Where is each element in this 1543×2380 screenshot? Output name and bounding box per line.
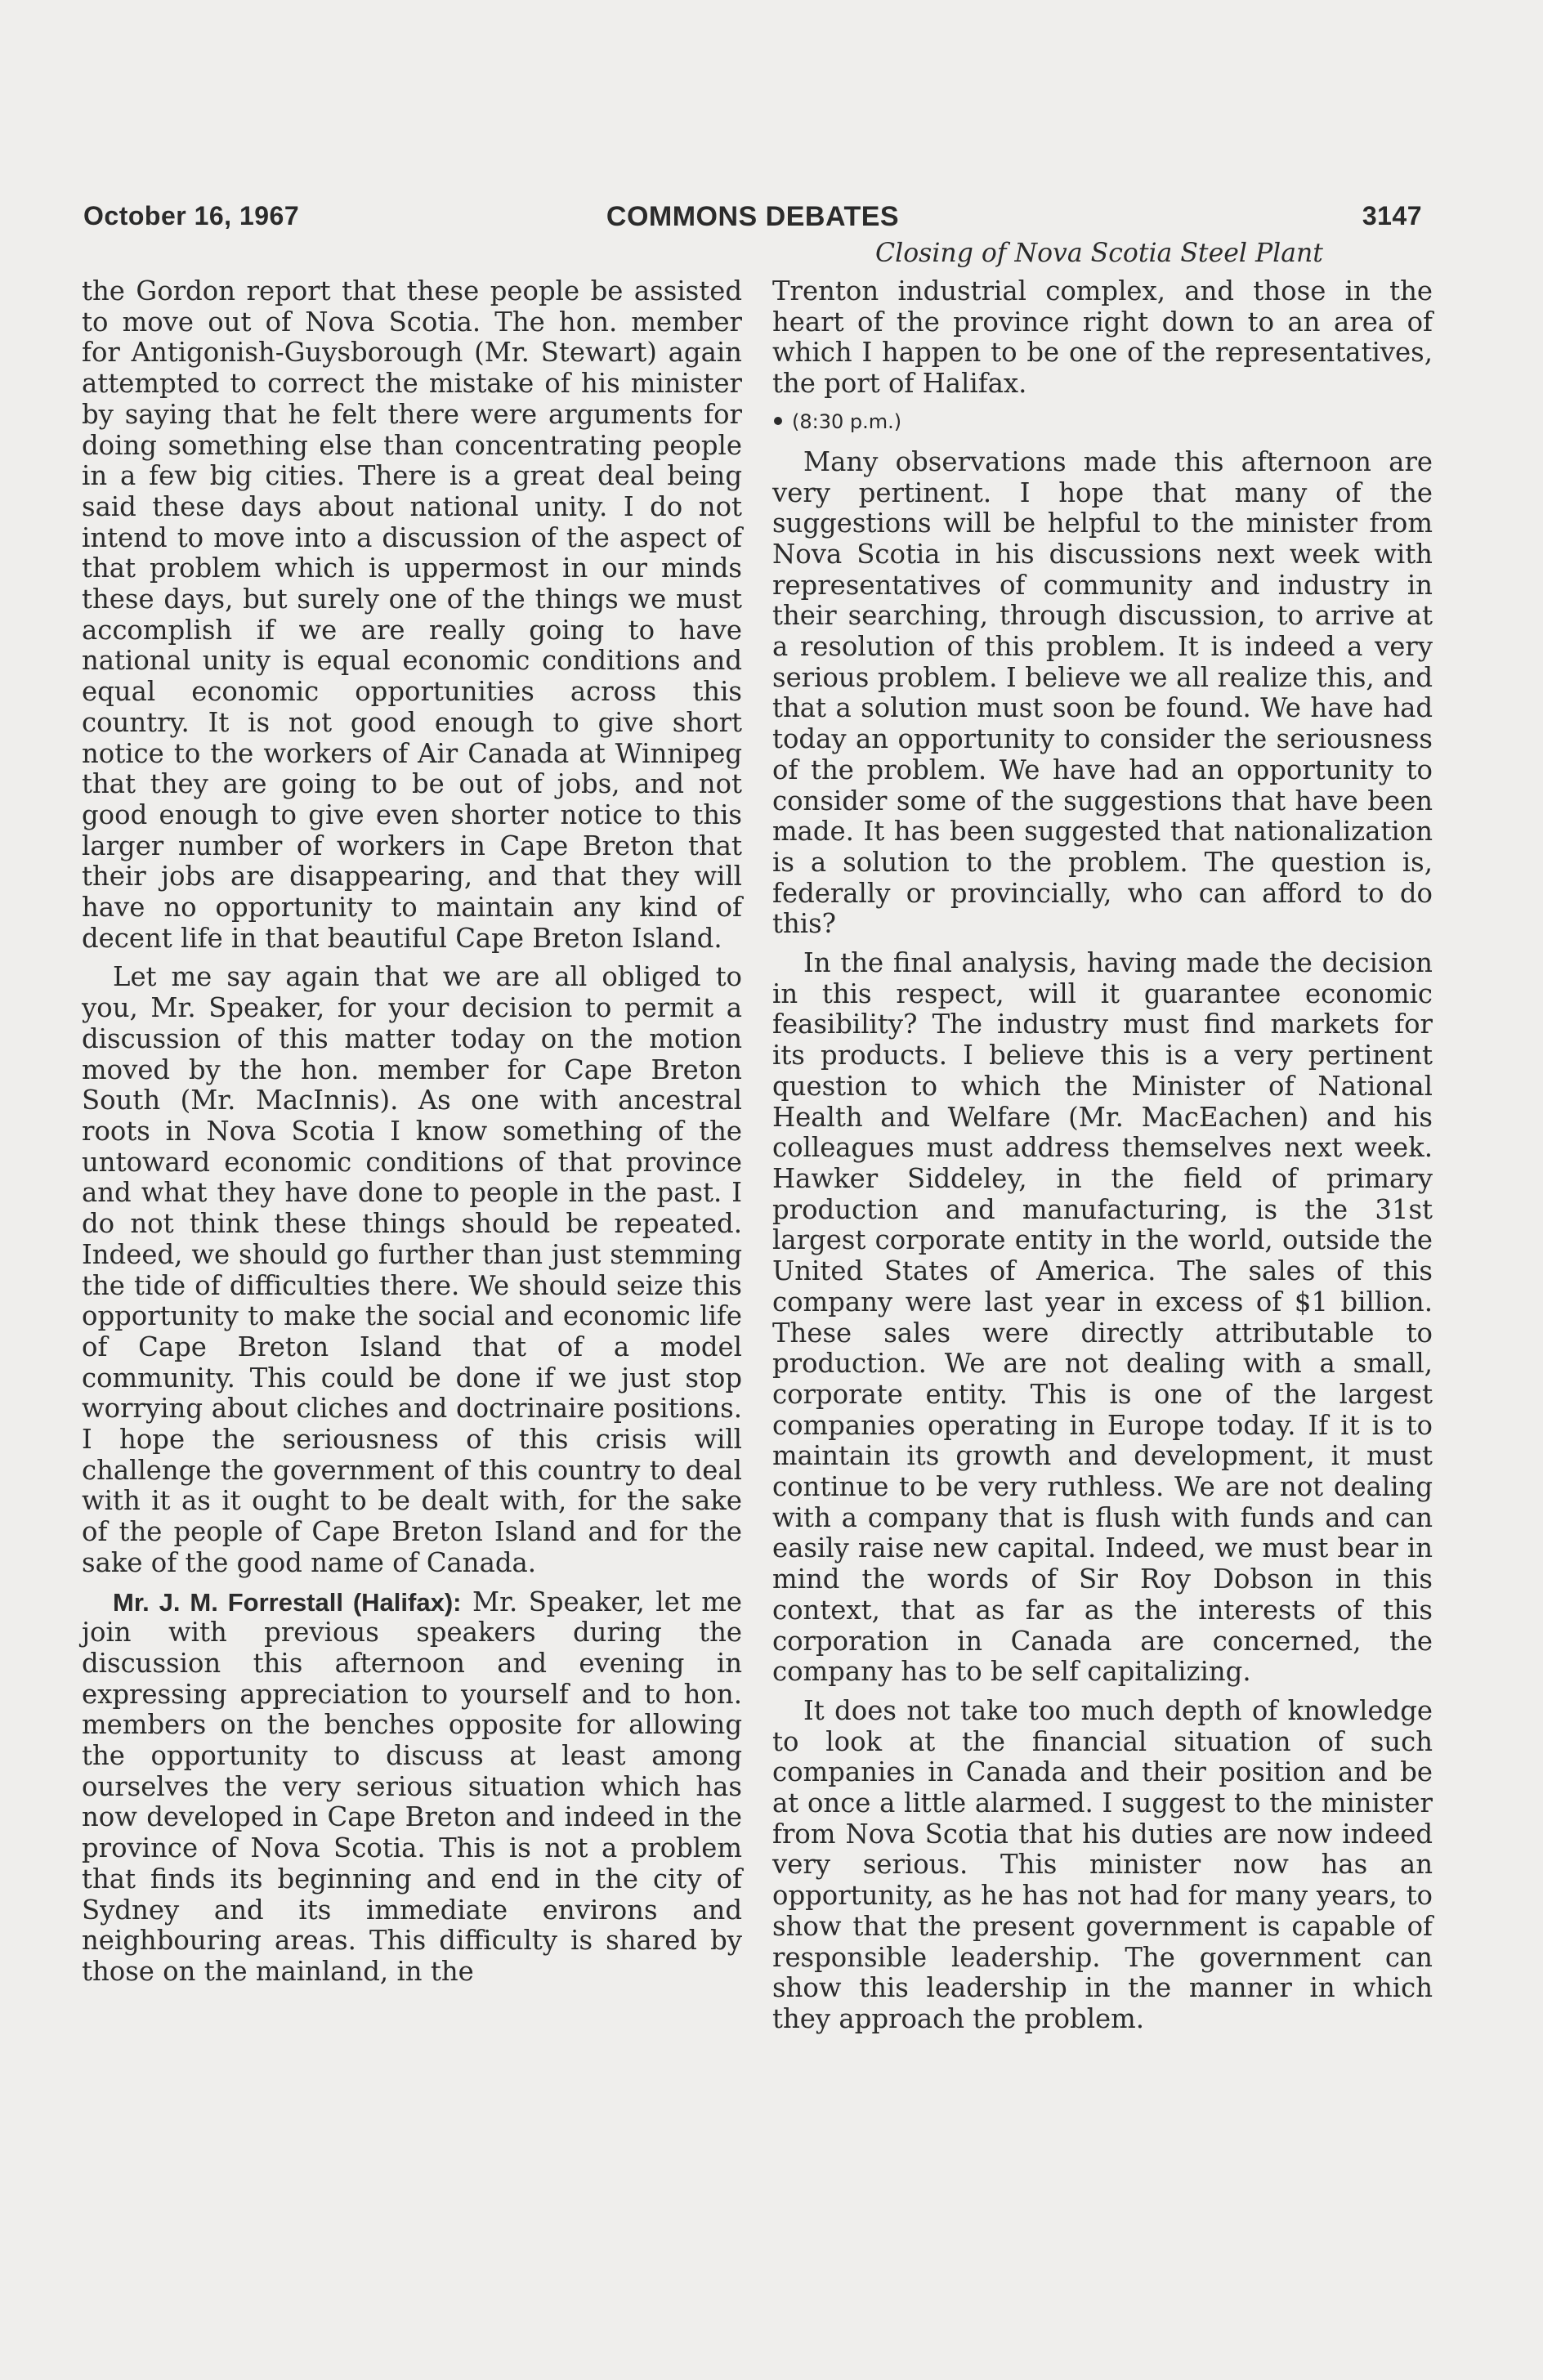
speaker-name: Mr. J. M. Forrestall (Halifax): — [113, 1587, 462, 1617]
right-paragraph-4: It does not take too much depth of knowledge to look at the financial situation of such companies in Canada and their position and be at once a little alarmed. I suggest to the minister from Nova Scotia that his duties are now indeed very serious. This minister now has an opportunity, as he has not had for many years, to show that the present government is capable of responsible leadership. The government can show this leadership in the manner in which they approach the problem. — [772, 1694, 1433, 2034]
left-paragraph-2: Let me say again that we are all obliged to you, Mr. Speaker, for your decision to permit a discussion of this matter today on the motion moved by the hon. member for Cape Breton South (Mr. MacInnis). As one with ancestral roots in Nova Scotia I know something of the untoward economic conditions of that province and what they have done to people in the past. I do not think these things should be repeated. Indeed, we should go further than just stemming the tide of difficulties there. We should seize this opportunity to make the social and economic life of Cape Breton Island that of a model community. This could be done if we just stop worrying about cliches and doctrinaire positions. I hope the seriousness of this crisis will challenge the government of this country to deal with it as it ought to be dealt with, for the sake of the people of Cape Breton Island and for the sake of the good name of Canada. — [82, 961, 742, 1578]
right-paragraph-3: In the final analysis, having made the decision in this respect, will it guarantee economic feasibility? The industry must find markets for its products. I believe this is a very pertinent question to which the Minister of National Health and Welfare (Mr. MacEachen) and his colleagues must address themselves next week. Hawker Siddeley, in the field of primary production and manufacturing, is the 31st largest corporate entity in the world, outside the United States of America. The sales of this company were last year in excess of $1 billion. These sales were directly attributable to production. We are not dealing with a small, corporate entity. This is one of the largest companies operating in Europe today. If it is to maintain its growth and development, it must continue to be very ruthless. We are not dealing with a company that is flush with funds and can easily raise new capital. Indeed, we must bear in mind the words of Sir Roy Dobson in this context, that as far as the interests of this corporation in Canada are concerned, the company has to be self capitalizing. — [772, 947, 1433, 1688]
header-title: COMMONS DEBATES — [606, 201, 900, 232]
header-date: October 16, 1967 — [83, 201, 300, 230]
speech-text: Mr. Speaker, let me join with previous speakers during the discussion this afternoon and evening in expressing appreciation to yourself and to hon. members on the benches opposite for allowing the opportunity to discuss at least among ourselves the very serious situation which has now developed in Cape Breton and indeed in the province of Nova Scotia. This is not a problem that finds its beginning and end in the city of Sydney and its immediate environs and neighbouring areas. This difficulty is shared by those on the mainland, in the — [82, 1586, 742, 1987]
running-subheading: Closing of Nova Scotia Steel Plant — [875, 239, 1323, 268]
left-paragraph-1: the Gordon report that these people be assisted to move out of Nova Scotia. The hon. member for Antigonish-Guysborough (Mr. Stewart) again attempted to correct the mistake of his minister by saying that he felt there were arguments for doing something else than concentrating people in a few big cities. There is a great deal being said these days about national unity. I do not intend to move into a discussion of the aspect of that problem which is uppermost in our minds these days, but surely one of the things we must accomplish if we are really going to have national unity is equal economic conditions and equal economic opportunities across this country. It is not good enough to give short notice to the workers of Air Canada at Winnipeg that they are going to be out of jobs, and not good enough to give even shorter notice to this larger number of workers in Cape Breton that their jobs are disappearing, and that they will have no opportunity to maintain any kind of decent life in that beautiful Cape Breton Island. — [82, 275, 742, 954]
page-number: 3147 — [1362, 201, 1422, 230]
timestamp-marker — [772, 408, 1433, 436]
left-paragraph-3 — [82, 1587, 742, 1988]
right-paragraph-1: Trenton industrial complex, and those in the heart of the province right down to an area of which I happen to be one of the representatives, the port of Halifax. — [772, 275, 1433, 400]
left-column — [82, 276, 742, 1996]
page-header — [83, 201, 1422, 237]
timestamp-text: (8:30 p.m.) — [792, 409, 902, 433]
right-paragraph-2: Many observations made this afternoon are very pertinent. I hope that many of the suggestions will be helpful to the minister from Nova Scotia in his discussions next week with representatives of community and industry in their searching, through discussion, to arrive at a resolution of this problem. It is indeed a very serious problem. I believe we all realize this, and that a solution must soon be found. We have had today an opportunity to consider the seriousness of the problem. We have had an opportunity to consider some of the suggestions that have been made. It has been suggested that nationalization is a solution to the problem. The question is, federally or provincially, who can afford to do this? — [772, 445, 1433, 940]
right-column — [772, 276, 1433, 2043]
bullet-icon — [774, 417, 782, 425]
